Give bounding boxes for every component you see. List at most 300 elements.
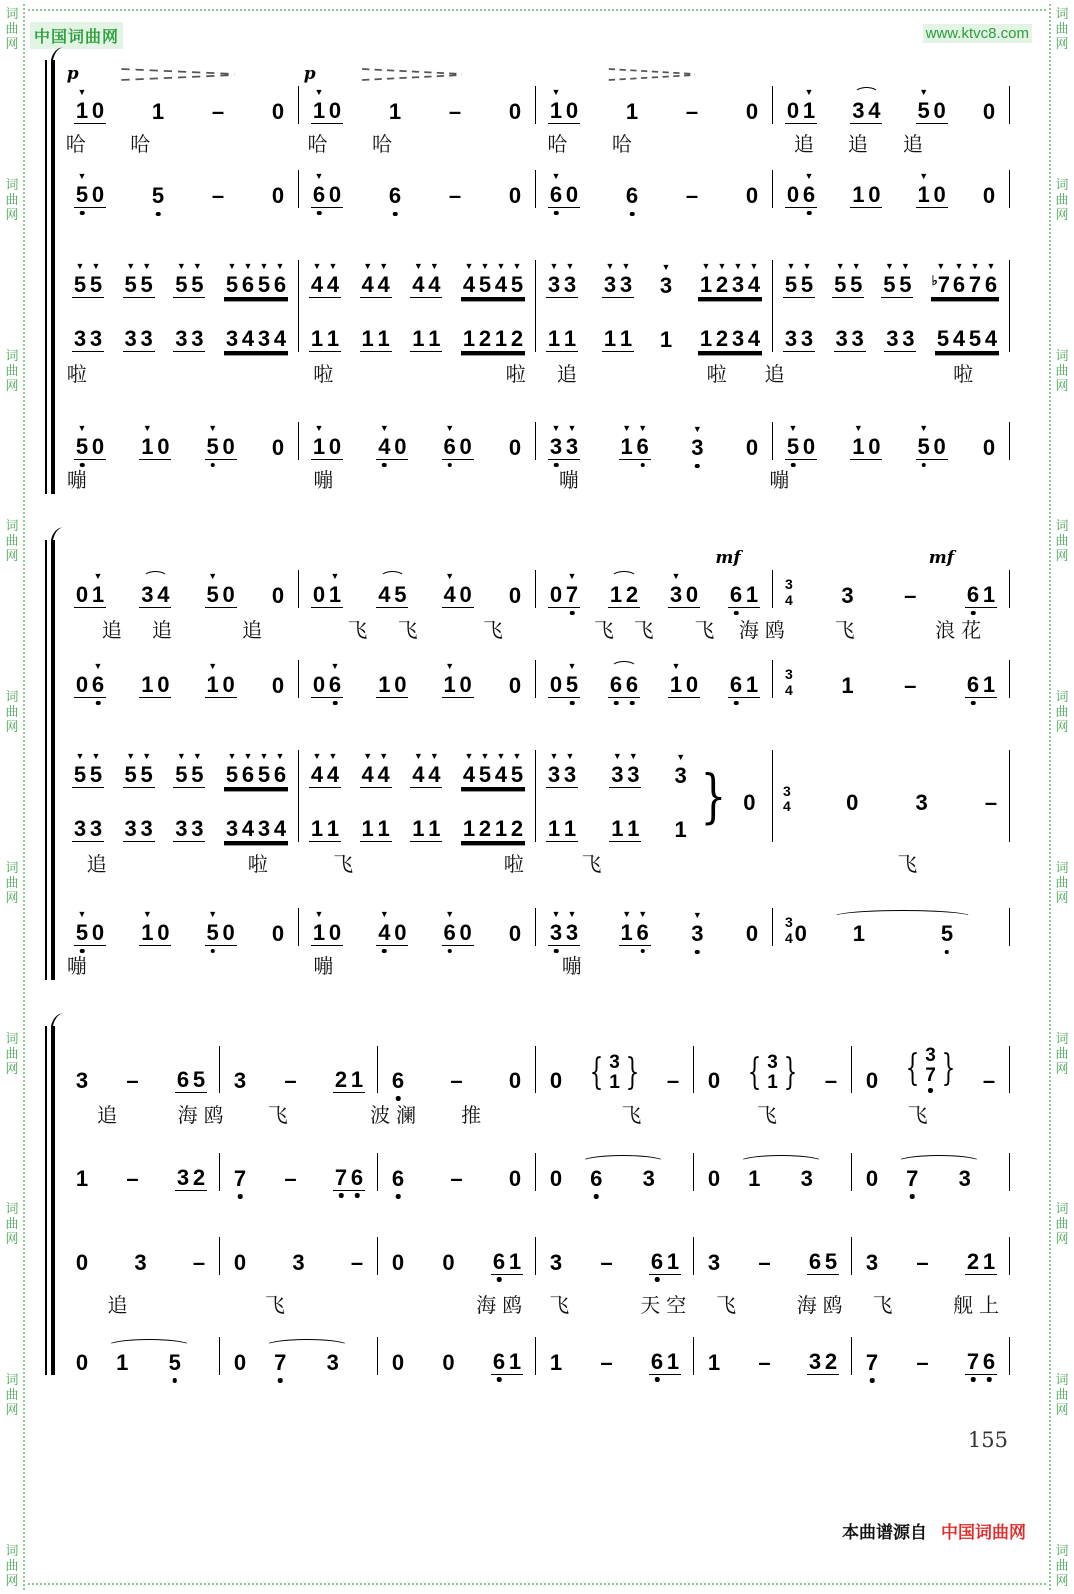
note bbox=[221, 908, 237, 945]
note-digit: 1 bbox=[620, 920, 633, 945]
note-digit: 6 bbox=[388, 183, 402, 208]
note bbox=[360, 750, 376, 787]
watermark-char: 网 bbox=[1055, 719, 1069, 735]
note-group bbox=[449, 1056, 465, 1093]
note-group bbox=[447, 171, 463, 208]
lyric: 天空 bbox=[640, 1294, 693, 1317]
note-digit: 0 bbox=[707, 1165, 721, 1191]
note bbox=[864, 1056, 880, 1093]
note-digit: 6 bbox=[625, 672, 639, 697]
note-group bbox=[175, 1153, 207, 1191]
note-digit: 1 bbox=[310, 816, 324, 841]
note bbox=[449, 1154, 465, 1191]
accent-icon: ▼ bbox=[661, 262, 671, 272]
note-digit: 0 bbox=[442, 1249, 455, 1275]
watermark-char: 词 bbox=[1055, 859, 1069, 875]
note-digit: 4 bbox=[747, 272, 761, 297]
note-digit: 5 bbox=[168, 1349, 181, 1375]
lower-voice-row bbox=[546, 804, 689, 842]
note-digit: 5 bbox=[73, 272, 87, 297]
note-group bbox=[360, 750, 392, 788]
source-credit bbox=[842, 1518, 1026, 1543]
note bbox=[74, 170, 90, 207]
note bbox=[564, 86, 580, 123]
note bbox=[139, 660, 155, 697]
note-digit: 1 bbox=[412, 816, 425, 841]
brace-hook bbox=[51, 1012, 66, 1029]
mark-space bbox=[198, 1238, 201, 1251]
watermark-char: 词 bbox=[5, 518, 19, 534]
measure bbox=[535, 170, 772, 208]
measure bbox=[772, 422, 1010, 460]
lyric: 海鸥 bbox=[476, 1294, 529, 1317]
note-digit: 3 bbox=[800, 1165, 813, 1191]
accent-icon: ▼ bbox=[75, 261, 85, 271]
octave-dot-low bbox=[333, 701, 338, 706]
note-digit: 3 bbox=[547, 762, 561, 787]
lyric: 哈 bbox=[130, 134, 157, 156]
note-group bbox=[360, 260, 392, 298]
mark-space bbox=[871, 1056, 874, 1069]
mark-space bbox=[920, 778, 923, 791]
note-digit: 6 bbox=[328, 672, 342, 697]
note bbox=[548, 86, 564, 123]
accent-icon: ▼ bbox=[379, 751, 389, 761]
watermark-text bbox=[5, 348, 18, 393]
note-group bbox=[619, 422, 651, 460]
note-digit: 3 bbox=[609, 1051, 620, 1073]
note bbox=[189, 804, 205, 841]
source-site-link[interactable]: 中国词曲网 bbox=[941, 1523, 1026, 1542]
note-digit: 6 bbox=[492, 1348, 506, 1374]
mark-space bbox=[198, 1153, 201, 1166]
note-digit: 4 bbox=[412, 762, 425, 787]
note-digit: 0 bbox=[222, 582, 235, 607]
voice-pair bbox=[309, 750, 525, 842]
accent-icon: ▼ bbox=[551, 909, 561, 919]
measure bbox=[535, 1153, 693, 1191]
accent-icon: ▼ bbox=[480, 261, 490, 271]
note bbox=[730, 260, 746, 297]
note-group bbox=[673, 751, 689, 788]
note-group bbox=[139, 908, 171, 946]
note bbox=[447, 87, 463, 124]
watermark-char: 网 bbox=[1055, 377, 1069, 393]
note bbox=[309, 314, 325, 351]
note-digit: 6 bbox=[176, 1066, 190, 1092]
note bbox=[507, 571, 523, 608]
note-digit: 3 bbox=[800, 326, 814, 351]
note bbox=[624, 87, 640, 124]
note bbox=[916, 422, 932, 459]
note-digit: 3 bbox=[292, 1249, 305, 1275]
note bbox=[270, 661, 286, 698]
note-group bbox=[72, 750, 104, 788]
site-url-link[interactable]: www.ktvc8.com bbox=[923, 24, 1032, 43]
note bbox=[635, 422, 651, 459]
accent-icon: ▼ bbox=[480, 751, 490, 761]
note-digit: 5 bbox=[75, 920, 89, 945]
note-digit: 0 bbox=[391, 1249, 405, 1275]
note-digit: 5 bbox=[510, 762, 524, 787]
note-digit: – bbox=[126, 1067, 139, 1093]
note-digit: 5 bbox=[257, 272, 271, 297]
watermark-char: 网 bbox=[5, 1231, 19, 1247]
octave-dot-low bbox=[655, 1277, 660, 1282]
measure bbox=[851, 1237, 1010, 1275]
lyric: 追 bbox=[86, 854, 113, 876]
note-group bbox=[931, 260, 999, 298]
measure bbox=[851, 1337, 1010, 1375]
note-digit: 6 bbox=[636, 434, 649, 459]
note bbox=[602, 260, 618, 297]
watermark-char: 词 bbox=[5, 1542, 19, 1558]
music-line bbox=[62, 422, 1010, 460]
mark-space bbox=[514, 1154, 517, 1167]
site-name-link[interactable]: 中国词曲网 bbox=[30, 22, 123, 49]
watermark-char: 曲 bbox=[1055, 1387, 1069, 1403]
note-group bbox=[864, 1238, 880, 1275]
system-brace bbox=[44, 60, 58, 494]
note bbox=[902, 661, 918, 698]
mark-space bbox=[331, 1338, 334, 1351]
note-digit: 0 bbox=[933, 434, 946, 459]
watermark-char: 词 bbox=[5, 6, 19, 21]
mark-space bbox=[239, 1338, 242, 1351]
measure bbox=[219, 1153, 377, 1191]
accent-icon: ▼ bbox=[93, 571, 103, 581]
lyric: 飞 bbox=[716, 1294, 743, 1317]
accent-icon: ▼ bbox=[363, 261, 373, 271]
note bbox=[602, 314, 618, 351]
note-group bbox=[599, 1238, 615, 1275]
note-group bbox=[74, 86, 106, 124]
mark-space bbox=[805, 1154, 808, 1167]
note-group bbox=[387, 171, 403, 208]
measure bbox=[62, 660, 298, 698]
accent-icon: ▼ bbox=[328, 261, 338, 271]
note-digit: 0 bbox=[157, 920, 170, 945]
octave-dot-low bbox=[80, 211, 85, 216]
note-digit: – bbox=[904, 673, 917, 698]
note bbox=[458, 908, 474, 945]
note bbox=[624, 570, 640, 607]
note-digit: 0 bbox=[328, 98, 342, 123]
note bbox=[441, 1338, 457, 1375]
measure bbox=[851, 1046, 1010, 1093]
note-digit: 6 bbox=[966, 582, 980, 607]
lower-voice-row bbox=[309, 804, 525, 842]
note-digit: 0 bbox=[508, 921, 522, 946]
note bbox=[426, 314, 442, 351]
note-group bbox=[507, 423, 523, 460]
accent-icon: ▼ bbox=[551, 423, 561, 433]
accent-icon: ▼ bbox=[567, 909, 577, 919]
mark-space bbox=[289, 1154, 292, 1167]
note-digit: 0 bbox=[75, 1249, 89, 1275]
note bbox=[283, 1056, 299, 1093]
note bbox=[173, 260, 189, 297]
accent-icon: ▼ bbox=[142, 261, 152, 271]
octave-dot-low bbox=[987, 1377, 992, 1382]
lyric: 飞 bbox=[897, 854, 924, 876]
note bbox=[635, 908, 651, 945]
note-digit: 7 bbox=[925, 1065, 936, 1086]
note bbox=[88, 804, 104, 841]
octave-dot-low bbox=[396, 1194, 401, 1199]
note bbox=[866, 170, 882, 207]
note-group bbox=[173, 260, 205, 298]
note-group bbox=[599, 1338, 615, 1375]
accent-icon: ▼ bbox=[567, 571, 577, 581]
note-digit: 6 bbox=[549, 182, 563, 207]
note bbox=[90, 908, 106, 945]
note bbox=[272, 1338, 288, 1375]
watermark-char: 网 bbox=[5, 548, 19, 564]
time-signature-digit: 4 bbox=[785, 591, 793, 608]
note bbox=[240, 750, 256, 787]
note-digit: 1 bbox=[312, 98, 326, 123]
accent-icon: ▼ bbox=[970, 261, 980, 271]
lyric: 追 bbox=[97, 1104, 124, 1127]
watermark-char: 曲 bbox=[1055, 874, 1069, 890]
note bbox=[624, 660, 640, 697]
note-digit: 3 bbox=[549, 920, 563, 945]
note-digit: – bbox=[685, 183, 699, 208]
note-group bbox=[689, 423, 705, 460]
note-group bbox=[965, 1237, 997, 1275]
accent-icon: ▼ bbox=[638, 423, 648, 433]
page-number: 155 bbox=[967, 1428, 1008, 1452]
note bbox=[916, 86, 932, 123]
note bbox=[564, 908, 580, 945]
note-digit: 3 bbox=[73, 326, 87, 351]
accent-icon: ▼ bbox=[622, 909, 632, 919]
octave-dot-low bbox=[278, 1378, 283, 1383]
mark-space bbox=[988, 1237, 991, 1250]
note-group bbox=[150, 87, 166, 124]
measure bbox=[535, 908, 772, 946]
note-group bbox=[270, 571, 286, 608]
brace-hook bbox=[51, 526, 66, 543]
watermark-char: 词 bbox=[1055, 176, 1069, 192]
note-group bbox=[744, 171, 760, 208]
note-group bbox=[349, 1238, 365, 1275]
mark-space bbox=[81, 1154, 84, 1167]
note-group bbox=[548, 908, 580, 946]
note bbox=[507, 661, 523, 698]
note bbox=[325, 314, 341, 351]
watermark-text bbox=[1055, 348, 1068, 393]
note bbox=[309, 750, 325, 787]
note-digit: 5 bbox=[478, 762, 492, 787]
note-digit: 3 bbox=[767, 1051, 778, 1073]
measure bbox=[535, 1237, 693, 1275]
watermark-char: 网 bbox=[5, 1402, 19, 1418]
note-digit: 1 bbox=[620, 434, 633, 459]
note bbox=[390, 1238, 406, 1275]
note bbox=[728, 570, 744, 607]
system-content bbox=[58, 540, 1010, 980]
note-digit: 1 bbox=[609, 1071, 620, 1093]
note-group bbox=[125, 1056, 141, 1093]
note-group bbox=[72, 260, 104, 298]
watermark-char: 网 bbox=[5, 36, 19, 51]
measure bbox=[851, 1153, 1010, 1191]
lyric: 追 bbox=[793, 134, 820, 156]
note-digit: 4 bbox=[412, 272, 425, 297]
measure bbox=[535, 86, 772, 124]
mark-space bbox=[713, 1154, 716, 1167]
accent-icon: ▼ bbox=[628, 751, 638, 761]
note-digit: 1 bbox=[328, 582, 342, 607]
music-line bbox=[62, 908, 1010, 946]
note-digit: 7 bbox=[966, 1348, 980, 1374]
lyrics-line bbox=[62, 464, 1010, 494]
note-group bbox=[548, 660, 580, 698]
accent-icon: ▼ bbox=[671, 571, 681, 581]
note bbox=[509, 804, 525, 841]
mark-space bbox=[713, 1238, 716, 1251]
watermark-text bbox=[5, 177, 18, 222]
system-brace bbox=[44, 1026, 58, 1375]
note bbox=[311, 660, 327, 697]
note-digit: 1 bbox=[674, 817, 687, 842]
note-digit: 6 bbox=[391, 1067, 405, 1093]
note-group bbox=[884, 314, 916, 352]
octave-dot-low bbox=[173, 1378, 178, 1383]
note-group bbox=[210, 87, 226, 124]
note-digit: – bbox=[126, 1165, 139, 1191]
time-signature-digit: 4 bbox=[785, 681, 793, 698]
note-digit: 1 bbox=[707, 1349, 721, 1375]
measure bbox=[62, 170, 298, 208]
note bbox=[390, 1338, 406, 1375]
note-group bbox=[270, 87, 286, 124]
octave-dot-low bbox=[630, 212, 635, 217]
dynamic-mf: mf bbox=[715, 548, 741, 568]
note bbox=[125, 1154, 141, 1191]
note-group bbox=[311, 570, 343, 608]
watermark-text bbox=[1055, 1201, 1068, 1246]
lyrics-line bbox=[62, 848, 1010, 878]
note-digit: 1 bbox=[428, 816, 441, 841]
chord-notes bbox=[925, 1046, 936, 1093]
note bbox=[272, 750, 288, 787]
watermark-char: 曲 bbox=[5, 362, 19, 378]
note-group bbox=[232, 1154, 248, 1191]
accent-icon: ▼ bbox=[142, 423, 152, 433]
note-group bbox=[548, 1154, 564, 1191]
lyric: 海鸥 bbox=[796, 1294, 849, 1317]
note-group bbox=[757, 1338, 773, 1375]
note bbox=[224, 314, 240, 351]
note bbox=[221, 422, 237, 459]
watermark-char: 网 bbox=[1055, 1060, 1069, 1076]
mark-space bbox=[921, 1338, 924, 1351]
note-digit: 6 bbox=[273, 762, 287, 787]
note-digit: 1 bbox=[141, 920, 154, 945]
note bbox=[74, 1238, 90, 1275]
watermark-char: 网 bbox=[1055, 36, 1069, 51]
note bbox=[376, 908, 392, 945]
accent-icon: ▼ bbox=[312, 261, 322, 271]
lyric: 飞 bbox=[694, 620, 721, 642]
note-group bbox=[507, 171, 523, 208]
note-digit: 4 bbox=[428, 762, 441, 787]
note-digit: 0 bbox=[786, 98, 800, 123]
note-digit: 3 bbox=[915, 789, 928, 815]
note-digit: 3 bbox=[659, 273, 673, 298]
mark-space bbox=[605, 1338, 608, 1351]
measure bbox=[535, 660, 772, 698]
note bbox=[981, 1056, 997, 1093]
chord-brace-left: { bbox=[905, 1048, 920, 1090]
watermark-text bbox=[5, 860, 18, 905]
watermark-char: 曲 bbox=[1055, 704, 1069, 720]
note-group bbox=[74, 660, 106, 698]
note-digit: 5 bbox=[917, 434, 930, 459]
note-group bbox=[668, 570, 700, 608]
accent-icon: ▼ bbox=[314, 87, 324, 97]
note-digit: 3 bbox=[326, 1349, 339, 1375]
note-digit: 6 bbox=[952, 272, 966, 297]
note bbox=[477, 750, 493, 787]
note bbox=[783, 314, 799, 351]
note-digit: 3 bbox=[865, 1249, 879, 1275]
note-digit: 3 bbox=[808, 1348, 822, 1374]
merged-voice-row bbox=[783, 778, 999, 815]
note-digit: 4 bbox=[494, 762, 508, 787]
note bbox=[684, 660, 700, 697]
note bbox=[210, 87, 226, 124]
note-digit: 6 bbox=[802, 182, 816, 207]
note-digit: 1 bbox=[852, 434, 865, 459]
accent-icon: ▼ bbox=[77, 87, 87, 97]
note bbox=[74, 570, 90, 607]
measure bbox=[62, 422, 298, 460]
note bbox=[376, 260, 392, 297]
note bbox=[548, 1338, 564, 1375]
measure bbox=[62, 908, 298, 946]
note bbox=[327, 570, 343, 607]
watermark-char: 网 bbox=[5, 1572, 19, 1588]
measure bbox=[298, 570, 535, 608]
watermark-char: 曲 bbox=[1055, 1045, 1069, 1061]
note-digit: 6 bbox=[609, 672, 623, 697]
watermark-char: 网 bbox=[5, 889, 19, 905]
note bbox=[658, 261, 674, 298]
measure bbox=[219, 1237, 377, 1275]
note bbox=[507, 423, 523, 460]
accent-icon: ▼ bbox=[314, 909, 324, 919]
note-digit: 1 bbox=[377, 816, 390, 841]
note-digit: 1 bbox=[767, 1071, 778, 1093]
note bbox=[360, 260, 376, 297]
note-group bbox=[698, 260, 762, 298]
lyric: 追 bbox=[242, 620, 269, 642]
note-group bbox=[139, 660, 171, 698]
note-digit: 6 bbox=[729, 582, 743, 607]
note bbox=[376, 422, 392, 459]
note bbox=[548, 422, 564, 459]
lyrics-line bbox=[62, 358, 1010, 388]
note-digit: 7 bbox=[865, 1349, 879, 1375]
note bbox=[915, 1238, 931, 1275]
note bbox=[447, 171, 463, 208]
note bbox=[932, 86, 948, 123]
note-digit: – bbox=[192, 1249, 206, 1275]
